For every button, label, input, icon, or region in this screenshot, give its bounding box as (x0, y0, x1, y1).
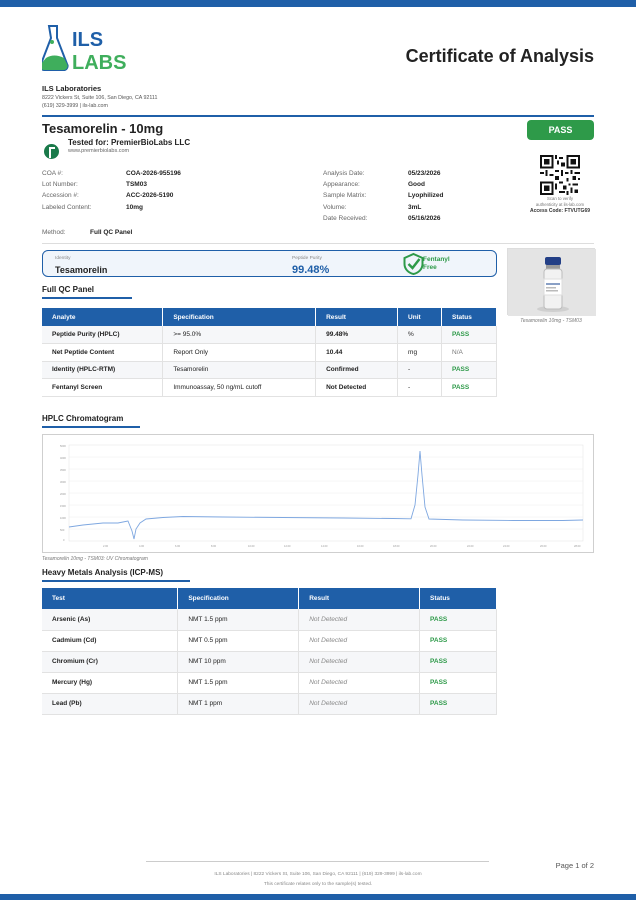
tested-for-client: Tested for: PremierBioLabs LLC (68, 138, 191, 147)
analyte-cell: Identity (HPLC-RTM) (42, 361, 163, 379)
page-number: Page 1 of 2 (555, 861, 594, 870)
detail-row (323, 190, 444, 201)
vial-image (507, 248, 595, 315)
heavy-metals-table (42, 588, 497, 715)
qc-panel-title-underline (42, 297, 132, 299)
product-title: Tesamorelin - 10mg (42, 121, 164, 136)
status-cell: PASS (442, 361, 497, 379)
fentanyl-line1: Fentanyl (423, 256, 450, 263)
result-cell: Not Detected (316, 379, 398, 397)
hplc-caption: Tesamorelin 10mg - TSM03: UV Chromatogram (42, 556, 148, 562)
method-row (42, 229, 132, 236)
unit-cell: % (398, 326, 442, 344)
analyte-cell: Fentanyl Screen (42, 379, 163, 397)
detail-row (323, 179, 444, 190)
footer-divider (146, 861, 489, 862)
lab-contact[interactable]: (619) 329-3999 | ils-lab.com (42, 103, 108, 109)
svg-text:14.00: 14.00 (321, 545, 328, 548)
table-row (42, 651, 497, 672)
svg-text:0: 0 (63, 539, 65, 542)
svg-text:12.00: 12.00 (284, 545, 291, 548)
spec-cell: NMT 10 ppm (178, 651, 299, 672)
table-row (42, 609, 497, 630)
hplc-chromatogram (42, 434, 594, 553)
result-cell: Not Detected (299, 651, 420, 672)
detail-value: 3mL (408, 203, 422, 211)
svg-text:2000: 2000 (60, 493, 66, 496)
footer-address: ILS Laboratories | 8222 Vickers St, Suite 106, San Diego, CA 92111 | (619) 329-3999 | ils-lab.com (214, 872, 422, 877)
detail-label: Date Received: (323, 214, 368, 222)
metal-cell: Mercury (Hg) (42, 672, 178, 693)
metal-cell: Lead (Pb) (42, 693, 178, 714)
method-value: Full QC Panel (90, 229, 133, 236)
table-row (42, 693, 497, 714)
svg-text:28.00: 28.00 (574, 545, 581, 548)
result-cell: Not Detected (299, 630, 420, 651)
detail-value: 05/16/2026 (408, 214, 441, 222)
status-cell: PASS (442, 326, 497, 344)
detail-value: TSM03 (126, 181, 147, 189)
fentanyl-line2: Free (423, 264, 437, 271)
purity-label: Peptide Purity (292, 256, 322, 261)
status-cell: PASS (420, 672, 497, 693)
detail-label: Sample Matrix: (323, 192, 367, 200)
svg-text:1500: 1500 (60, 505, 66, 508)
svg-text:4.00: 4.00 (139, 545, 145, 548)
qr-code-icon[interactable] (540, 155, 580, 195)
details-left (42, 168, 181, 213)
detail-label: Volume: (323, 203, 347, 211)
column-header: Specification (163, 308, 316, 326)
heavy-metals-title-underline (42, 580, 190, 582)
table-row (42, 379, 497, 397)
table-row (42, 672, 497, 693)
section-divider (42, 243, 594, 244)
svg-text:26.00: 26.00 (540, 545, 547, 548)
client-logo-icon (44, 144, 59, 159)
svg-text:20.00: 20.00 (430, 545, 437, 548)
metal-cell: Cadmium (Cd) (42, 630, 178, 651)
detail-value: 05/23/2026 (408, 170, 441, 177)
svg-text:16.00: 16.00 (357, 545, 364, 548)
qc-panel-title-text: Full QC Panel (42, 285, 95, 294)
svg-text:8.00: 8.00 (211, 545, 217, 548)
status-cell: PASS (442, 379, 497, 397)
svg-text:10.00: 10.00 (248, 545, 255, 548)
result-cell: Not Detected (299, 672, 420, 693)
svg-text:3000: 3000 (60, 481, 66, 484)
svg-text:500: 500 (60, 529, 65, 532)
vial-caption: Tesamorelin 10mg - TSM03 (520, 318, 582, 324)
detail-row (42, 202, 181, 213)
svg-text:3500: 3500 (60, 469, 66, 472)
spec-cell: Immunoassay, 50 ng/mL cutoff (163, 379, 316, 397)
table-row (42, 326, 497, 344)
spec-cell: NMT 1.5 ppm (178, 672, 299, 693)
column-header: Result (299, 588, 420, 609)
status-cell: PASS (420, 651, 497, 672)
spec-cell: Report Only (163, 344, 316, 362)
analyte-cell: Net Peptide Content (42, 344, 163, 362)
ils-labs-logo (42, 24, 142, 74)
unit-cell: mg (398, 344, 442, 362)
lab-address-block (42, 94, 157, 110)
top-accent-bar (0, 0, 636, 7)
spec-cell: NMT 0.5 ppm (178, 630, 299, 651)
flask-logo-icon (42, 26, 68, 70)
method-label: Method: (42, 229, 66, 236)
detail-value: Lyophilized (408, 192, 444, 200)
column-header: Result (316, 308, 398, 326)
bottom-accent-bar (0, 894, 636, 900)
svg-text:6.00: 6.00 (175, 545, 181, 548)
identity-value: Tesamorelin (55, 265, 108, 275)
qc-panel-table (42, 308, 497, 397)
detail-value: COA-2026-955196 (126, 170, 181, 177)
fentanyl-free-label (423, 256, 450, 272)
table-header-row (42, 308, 497, 326)
detail-label: Appearance: (323, 181, 360, 189)
detail-row (323, 213, 444, 224)
column-header: Status (442, 308, 497, 326)
hplc-title-underline (42, 426, 140, 428)
detail-value: ACC-2026-5190 (126, 192, 174, 200)
summary-box (42, 250, 497, 277)
result-cell: Confirmed (316, 361, 398, 379)
spec-cell: NMT 1.5 ppm (178, 609, 299, 630)
qr-verify-line1: Scan to verify (546, 196, 574, 201)
detail-label: Labeled Content: (42, 203, 92, 211)
chromatogram-plot (43, 435, 593, 552)
status-cell: N/A (442, 344, 497, 362)
table-row (42, 630, 497, 651)
table-row (42, 361, 497, 379)
column-header: Unit (398, 308, 442, 326)
svg-text:4000: 4000 (60, 457, 66, 460)
detail-row (323, 202, 444, 213)
status-cell: PASS (420, 693, 497, 714)
analyte-cell: Peptide Purity (HPLC) (42, 326, 163, 344)
detail-row (323, 168, 444, 179)
detail-value: Good (408, 181, 425, 189)
detail-row (42, 168, 181, 179)
column-header: Specification (178, 588, 299, 609)
lab-address: 8222 Vickers St, Suite 106, San Diego, CA 92111 (42, 95, 158, 101)
svg-text:2.00: 2.00 (103, 545, 109, 548)
column-header: Test (42, 588, 178, 609)
purity-value: 99.48% (292, 264, 330, 276)
footer-note: This certificate relates only to the sample(s) tested. (263, 882, 373, 887)
table-row (42, 344, 497, 362)
result-cell: Not Detected (299, 693, 420, 714)
detail-row (42, 179, 181, 190)
spec-cell: NMT 1 ppm (178, 693, 299, 714)
overall-pass-badge: PASS (527, 120, 594, 140)
lab-name: ILS Laboratories (42, 84, 102, 93)
unit-cell: - (398, 361, 442, 379)
result-cell: 10.44 (316, 344, 398, 362)
access-code: Access Code: FTVUTG69 (529, 208, 591, 214)
column-header: Analyte (42, 308, 163, 326)
hplc-title (42, 414, 123, 423)
heavy-metals-title-text: Heavy Metals Analysis (ICP-MS) (42, 568, 164, 577)
result-cell: 99.48% (316, 326, 398, 344)
svg-text:5000: 5000 (60, 445, 66, 448)
qr-verify-line2: authenticity at ils-lab.com (535, 201, 585, 207)
status-cell: PASS (420, 609, 497, 630)
qc-panel-title (42, 285, 94, 294)
column-header: Status (420, 588, 497, 609)
svg-text:1000: 1000 (60, 517, 66, 520)
detail-value: 10mg (126, 203, 143, 211)
logo-word-labs: LABS (72, 52, 127, 74)
detail-label: Lot Number: (42, 181, 78, 189)
qr-verify-text (520, 196, 600, 207)
vial-illustration (508, 249, 596, 316)
svg-text:24.00: 24.00 (503, 545, 510, 548)
page-title: Certificate of Analysis (405, 46, 594, 66)
hplc-title-text: HPLC Chromatogram (42, 414, 124, 423)
table-header-row (42, 588, 497, 609)
header-divider (42, 115, 594, 117)
svg-text:18.00: 18.00 (393, 545, 400, 548)
detail-label: COA #: (42, 170, 63, 177)
detail-row (42, 190, 181, 201)
result-cell: Not Detected (299, 609, 420, 630)
heavy-metals-title (42, 568, 163, 577)
detail-label: Analysis Date: (323, 170, 365, 177)
status-cell: PASS (420, 630, 497, 651)
spec-cell: >= 95.0% (163, 326, 316, 344)
logo-word-ils: ILS (72, 29, 104, 51)
details-right (323, 168, 444, 224)
svg-text:22.00: 22.00 (467, 545, 474, 548)
metal-cell: Arsenic (As) (42, 609, 178, 630)
client-url-link[interactable]: www.premierbiolabs.com (68, 148, 130, 154)
detail-label: Accession #: (42, 192, 79, 200)
spec-cell: Tesamorelin (163, 361, 316, 379)
metal-cell: Chromium (Cr) (42, 651, 178, 672)
unit-cell: - (398, 379, 442, 397)
identity-label: Identity (55, 256, 71, 261)
